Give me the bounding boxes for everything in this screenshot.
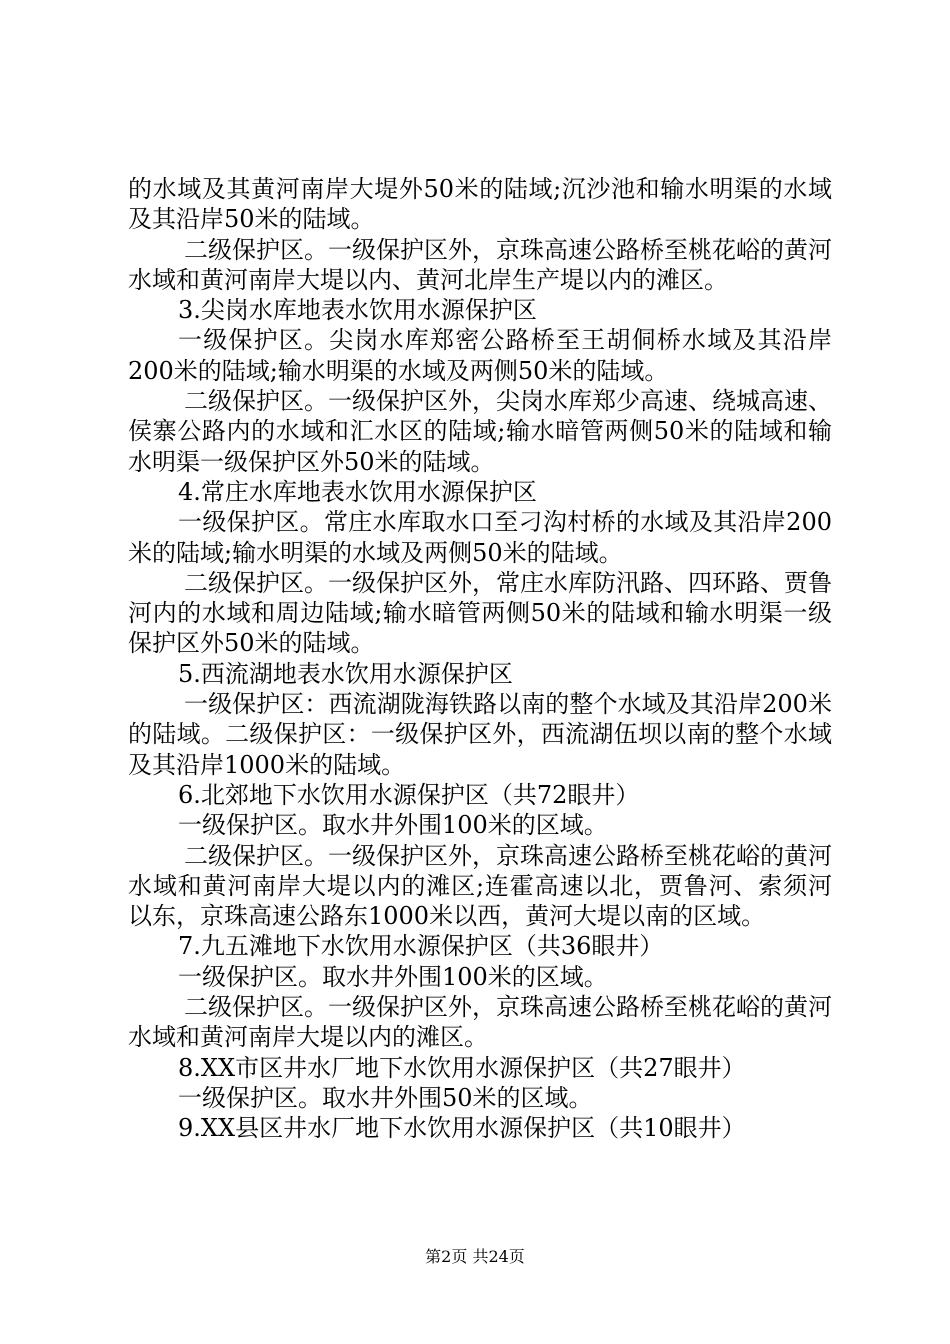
paragraph: 8.XX市区井水厂地下水饮用水源保护区（共27眼井）: [178, 1053, 746, 1082]
paragraph: 一级保护区。常庄水库取水口至刁沟村桥的水域及其沿岸200米的陆域;输水明渠的水域及两侧50米的陆域。: [128, 508, 832, 567]
paragraph: 二级保护区。一级保护区外，京珠高速公路桥至桃花峪的黄河水域和黄河南岸大堤以内、黄河北岸生产堤以内的滩区。: [128, 235, 832, 294]
paragraph: 一级保护区。取水井外围50米的区域。: [178, 1083, 593, 1112]
paragraph: 3.尖岗水库地表水饮用水源保护区: [178, 296, 537, 325]
paragraph: 二级保护区。一级保护区外，京珠高速公路桥至桃花峪的黄河水域和黄河南岸大堤以内的滩区。: [128, 993, 832, 1052]
paragraph: 4.常庄水库地表水饮用水源保护区: [178, 477, 537, 506]
page-footer: 第2页 共24页: [425, 1247, 525, 1266]
paragraph: 一级保护区。取水井外围100米的区域。: [178, 962, 608, 991]
paragraph: 6.北郊地下水饮用水源保护区（共72眼井）: [178, 780, 640, 809]
paragraph: 9.XX县区井水厂地下水饮用水源保护区（共10眼井）: [178, 1114, 746, 1143]
paragraph: 的水域及其黄河南岸大堤外50米的陆域;沉沙池和输水明渠的水域及其沿岸50米的陆域。: [128, 175, 832, 234]
paragraph: 二级保护区。一级保护区外，京珠高速公路桥至桃花峪的黄河水域和黄河南岸大堤以内的滩区;连霍高速以北，贾鲁河、索须河以东，京珠高速公路东1000米以西，黄河大堤以南的区域。: [128, 841, 832, 931]
paragraph: 5.西流湖地表水饮用水源保护区: [178, 659, 513, 688]
paragraph: 一级保护区：西流湖陇海铁路以南的整个水域及其沿岸200米的陆域。二级保护区：一级保护区外，西流湖伍坝以南的整个水域及其沿岸1000米的陆域。: [128, 690, 832, 779]
paragraph: 二级保护区。一级保护区外，尖岗水库郑少高速、绕城高速、侯寨公路内的水域和汇水区的陆域;输水暗管两侧50米的陆域和输水明渠一级保护区外50米的陆域。: [128, 387, 832, 476]
paragraph: 二级保护区。一级保护区外，常庄水库防汛路、四环路、贾鲁河内的水域和周边陆域;输水暗管两侧50米的陆域和输水明渠一级保护区外50米的陆域。: [128, 568, 832, 658]
paragraph: 7.九五滩地下水饮用水源保护区（共36眼井）: [178, 932, 664, 961]
paragraph: 一级保护区。取水井外围100米的区域。: [178, 811, 608, 840]
document-body: [128, 174, 832, 1144]
paragraph: 一级保护区。尖岗水库郑密公路桥至王胡侗桥水域及其沿岸200米的陆域;输水明渠的水域及两侧50米的陆域。: [128, 326, 832, 385]
